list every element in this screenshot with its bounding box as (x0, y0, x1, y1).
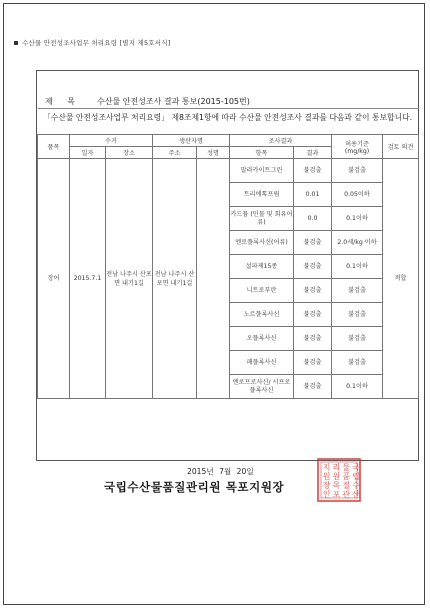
test-limit-cell: 0.05이하 (332, 183, 383, 207)
test-item-cell: 엔로프로사신/ 시프로플록사신 (230, 375, 294, 399)
test-result-cell: 불검출 (294, 255, 332, 279)
seal-glyph: 국 (352, 463, 360, 472)
review-opinion-cell: 적합 (383, 159, 419, 399)
test-limit-cell: 불검출 (332, 351, 383, 375)
seal-glyph: 질 (342, 481, 351, 490)
seal-glyph: 포 (332, 490, 341, 499)
header-collection: 수거 (70, 135, 153, 147)
sample-date-cell: 2015.7.1 (70, 159, 106, 399)
test-limit-cell: 불검출 (332, 327, 383, 351)
header-date: 일자 (70, 147, 106, 159)
header-limit: 허용기준 (mg/kg) (332, 135, 383, 159)
test-item-cell: 페플록사신 (230, 351, 294, 375)
seal-glyph: 원 (322, 472, 331, 481)
header-result: 결과 (294, 147, 332, 159)
seal-glyph: 인 (322, 490, 331, 499)
test-result-cell: 불검출 (294, 279, 332, 303)
header-place: 장소 (106, 147, 153, 159)
seal-glyph: 산 (352, 490, 360, 499)
seal-glyph: 품 (342, 472, 351, 481)
seal-glyph: 수 (352, 481, 360, 490)
test-limit-cell: 2.0세/kg 이하 (332, 231, 383, 255)
test-limit-cell: 0.1이하 (332, 375, 383, 399)
test-limit-cell: 불검출 (332, 303, 383, 327)
seal-glyph: 관 (342, 490, 351, 499)
results-table (37, 134, 419, 399)
form-header-text: 수산물 안전성조사업무 처리요령 [별지 제5호서식] (22, 39, 171, 47)
test-result-cell: 0.0 (294, 207, 332, 231)
test-item-cell: 카드뮴 (민물 및 회유어류) (230, 207, 294, 231)
sample-place-cell: 전남 나주시 산포면 내기1길 (106, 159, 153, 399)
seal-glyph: 립 (352, 472, 360, 481)
sample-name-cell (197, 159, 230, 399)
official-seal (316, 457, 362, 503)
issue-date: 2015년 7월 20일 (187, 467, 254, 476)
test-item-cell: 설파제15종 (230, 255, 294, 279)
agency-name: 국립수산물품질관리원 목포지원장 (104, 480, 285, 494)
test-limit-cell: 불검출 (332, 279, 383, 303)
test-result-cell: 불검출 (294, 303, 332, 327)
square-bullet-icon (14, 41, 18, 45)
header-item: 품목 (38, 135, 70, 159)
test-item-cell: 오플록사신 (230, 327, 294, 351)
test-result-cell: 불검출 (294, 231, 332, 255)
test-item-cell: 니트로푸란 (230, 279, 294, 303)
subject-text: 수산물 안전성조사 결과 통보(2015-105번) (97, 97, 250, 106)
seal-glyph: 목 (332, 481, 341, 490)
subject-line (45, 96, 250, 107)
header-review: 검토 의견 (383, 135, 419, 159)
test-limit-cell: 불검출 (332, 159, 383, 183)
test-item-cell: 노르플록사신 (230, 303, 294, 327)
header-name: 성명 (197, 147, 230, 159)
seal-lettering (323, 462, 360, 499)
table-row (38, 159, 419, 183)
seal-glyph: 장 (322, 481, 331, 490)
form-header (14, 38, 170, 47)
test-item-cell: 엔로플록사신(어류) (230, 231, 294, 255)
notice-frame (36, 70, 419, 461)
test-result-cell: 불검출 (294, 375, 332, 399)
subject-label: 제 목 (45, 97, 81, 106)
test-limit-cell: 0.1이하 (332, 255, 383, 279)
test-result-cell: 불검출 (294, 159, 332, 183)
header-test: 항목 (230, 147, 294, 159)
sample-item-cell: 장어 (38, 159, 70, 399)
test-limit-cell: 0.1이하 (332, 207, 383, 231)
test-item-cell: 트리에톡프림 (230, 183, 294, 207)
sample-address-cell: 전남 나주시 산포면 내기1길 (153, 159, 197, 399)
test-result-cell: 0.01 (294, 183, 332, 207)
header-origin: 생산자명 (153, 135, 230, 147)
subject-divider (38, 108, 419, 109)
notice-text: 「수산물 안전성조사업무 처리요령」 제8조제1항에 따라 수산물 안전성조사 결과를 다음과 같이 통보합니다. (43, 113, 413, 122)
test-result-cell: 불검출 (294, 351, 332, 375)
seal-glyph: 지 (322, 463, 331, 472)
header-results: 조사결과 (230, 135, 332, 147)
header-address: 주소 (153, 147, 197, 159)
seal-glyph: 리 (332, 463, 341, 472)
test-result-cell: 불검출 (294, 327, 332, 351)
seal-glyph: 물 (342, 463, 351, 472)
document-page (3, 3, 425, 605)
test-item-cell: 말라카이트그린 (230, 159, 294, 183)
seal-glyph: 원 (332, 472, 341, 481)
